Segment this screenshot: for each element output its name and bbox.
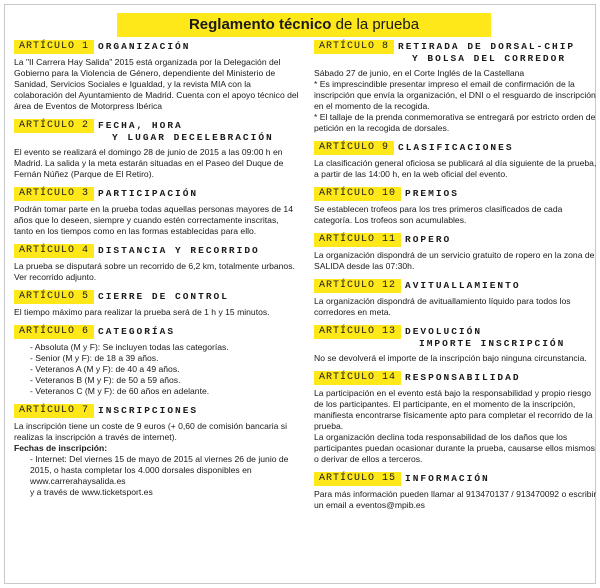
article-title-line: PREMIOS xyxy=(405,188,459,199)
article-paragraph: La prueba se disputará sobre un recorrido de 6,2 km, totalmente urbanos. Ver recorrido adjunto. xyxy=(14,261,295,282)
article-title xyxy=(394,141,514,154)
article-title xyxy=(94,40,190,53)
article-title-line: INSCRIPCIONES xyxy=(98,405,199,416)
article-title-line: DISTANCIA Y RECORRIDO xyxy=(98,245,260,256)
article-paragraph: La participación en el evento está bajo la responsabilidad y propio riesgo de los participantes. El participante, en el momento de la inscripción, manifiesta encontrarse físicamente apto para completar el recorrido de la prueba. xyxy=(314,388,593,431)
right-column xyxy=(314,40,600,518)
article-title xyxy=(394,40,575,65)
article-paragraph: Se establecen trofeos para los tres primeros clasificados de cada categoría. Los trofeos son acumulables. xyxy=(314,204,563,225)
article-number-tag: ARTÍCULO 2 xyxy=(14,119,94,133)
article-section xyxy=(314,233,600,272)
article-heading xyxy=(14,40,300,54)
article-number-tag: ARTÍCULO 4 xyxy=(14,244,94,258)
article-number-tag: ARTÍCULO 5 xyxy=(14,290,94,304)
article-heading xyxy=(14,325,300,339)
article-number-tag: ARTÍCULO 6 xyxy=(14,325,94,339)
article-number-tag: ARTÍCULO 13 xyxy=(314,325,401,339)
article-list-item: y a través de www.ticketsport.es xyxy=(30,487,153,497)
article-body xyxy=(314,250,600,272)
article-heading xyxy=(314,325,600,350)
article-paragraph: La organización dispondrá de un servicio gratuito de ropero en la zona de SALIDA desde las 07:30h. xyxy=(314,250,595,271)
article-number-tag: ARTÍCULO 7 xyxy=(14,404,94,418)
article-body xyxy=(314,296,600,318)
article-title-line: ORGANIZACIÓN xyxy=(98,41,191,52)
article-section xyxy=(14,290,300,318)
article-list-item: - Veteranos A (M y F): de 40 a 49 años. xyxy=(30,364,180,374)
article-body xyxy=(314,68,600,134)
article-paragraph: * Es imprescindible presentar impreso el email de confirmación de la inscripción que envía la organización, el DNI o el resguardo de inscripción en el momento de la recogida. xyxy=(314,79,596,111)
article-heading xyxy=(14,290,300,304)
article-paragraph: La organización dispondrá de avituallamiento líquido para todos los corredores en meta. xyxy=(314,296,571,317)
article-title xyxy=(94,119,274,144)
article-list-item: - Senior (M y F): de 18 a 39 años. xyxy=(30,353,159,363)
article-title-line-2: Y BOLSA DEL CORREDOR xyxy=(412,53,567,64)
article-title-line: AVITUALLAMIENTO xyxy=(405,280,521,291)
article-section xyxy=(14,244,300,283)
article-title xyxy=(401,279,521,292)
article-paragraph: Podrán tomar parte en la prueba todas aquellas personas mayores de 14 años que lo deseen, siempre y cuando estén correctamente inscritas, tanto en los tiempos como en las formas establecidas para ello. xyxy=(14,204,293,236)
article-paragraph: El tiempo máximo para realizar la prueba será de 1 h y 15 minutos. xyxy=(14,307,270,317)
article-heading xyxy=(14,119,300,144)
article-heading xyxy=(314,40,600,65)
article-body xyxy=(314,388,600,465)
article-paragraph: Sábado 27 de junio, en el Corte Inglés de la Castellana xyxy=(314,68,525,78)
title-rest: de la prueba xyxy=(331,16,420,33)
article-number-tag: ARTÍCULO 3 xyxy=(14,187,94,201)
article-title-line: CIERRE DE CONTROL xyxy=(98,291,229,302)
article-title-line: FECHA, HORA xyxy=(98,120,183,131)
article-number-tag: ARTÍCULO 10 xyxy=(314,187,401,201)
article-title-line: RETIRADA DE DORSAL-CHIP xyxy=(398,41,576,52)
article-number-tag: ARTÍCULO 14 xyxy=(314,371,401,385)
article-paragraph: No se devolverá el importe de la inscripción bajo ninguna circunstancia. xyxy=(314,353,587,363)
article-number-tag: ARTÍCULO 11 xyxy=(314,233,401,247)
article-body xyxy=(14,307,300,318)
article-section xyxy=(314,325,600,364)
article-section xyxy=(14,40,300,112)
article-title-line-2: Y LUGAR DECELEBRACIÓN xyxy=(112,132,274,143)
article-body xyxy=(314,489,600,511)
article-title xyxy=(94,244,260,257)
article-heading xyxy=(314,279,600,293)
article-title xyxy=(401,371,521,384)
article-title-line: CATEGORÍAS xyxy=(98,326,176,337)
article-title-line-2: IMPORTE INSCRIPCIÓN xyxy=(419,338,566,349)
article-list-item: - Veteranos B (M y F): de 50 a 59 años. xyxy=(30,375,181,385)
left-column xyxy=(14,40,300,505)
article-heading xyxy=(14,404,300,418)
article-section xyxy=(14,325,300,397)
article-section xyxy=(314,187,600,226)
article-section xyxy=(14,404,300,498)
article-heading xyxy=(314,472,600,486)
article-number-tag: ARTÍCULO 9 xyxy=(314,141,394,155)
article-body xyxy=(14,204,300,237)
article-title-line: ROPERO xyxy=(405,234,452,245)
article-section xyxy=(314,40,600,134)
article-section xyxy=(14,119,300,180)
article-title xyxy=(401,325,565,350)
article-title-line: CLASIFICACIONES xyxy=(398,142,514,153)
title-bold: Reglamento técnico xyxy=(188,16,332,33)
article-heading xyxy=(14,187,300,201)
article-title xyxy=(401,233,451,246)
article-section xyxy=(314,472,600,511)
article-section xyxy=(314,279,600,318)
article-title xyxy=(401,187,459,200)
article-subheading: Fechas de inscripción: xyxy=(14,443,108,453)
article-title-line: PARTICIPACIÓN xyxy=(98,188,199,199)
article-title-line: DEVOLUCIÓN xyxy=(405,326,483,337)
article-list-item: - Absoluta (M y F): Se incluyen todas las categorías. xyxy=(30,342,229,352)
article-heading xyxy=(14,244,300,258)
article-paragraph: La inscripción tiene un coste de 9 euros (+ 0,60 de comisión bancaria si realizas la inscripción a través de internet). xyxy=(14,421,288,442)
article-paragraph: Para más información pueden llamar al 913470137 / 913470092 o escribir un email a eventos@mpib.es xyxy=(314,489,597,510)
article-title xyxy=(94,325,175,338)
article-number-tag: ARTÍCULO 15 xyxy=(314,472,401,486)
article-body xyxy=(14,342,300,397)
page-title xyxy=(117,13,491,37)
article-title-line: RESPONSABILIDAD xyxy=(405,372,521,383)
article-paragraph: * El tallaje de la prenda conmemorativa se entregará por estricto orden de petición en la recogida de dorsales. xyxy=(314,112,596,133)
article-paragraph: La "II Carrera Hay Salida" 2015 está organizada por la Delegación del Gobierno para la Violencia de Género, dependiente del Ministerio de Sanidad, Servicios Sociales e Igualdad, y la revista MIA con la colaboración del Ayuntamiento de Madrid. Cuenta con el apoyo técnico del área de Eventos de Motorpress Ibérica xyxy=(14,57,299,111)
article-paragraph: El evento se realizará el domingo 28 de junio de 2015 a las 09:00 h en Madrid. La salida y la meta estarán situadas en el Paseo del Duque de Fernán Núñez (Parque de El Retiro). xyxy=(14,147,284,179)
article-list-item: - Veteranos C (M y F): de 60 años en adelante. xyxy=(30,386,210,396)
article-number-tag: ARTÍCULO 1 xyxy=(14,40,94,54)
article-title xyxy=(94,290,229,303)
article-section xyxy=(314,141,600,180)
article-heading xyxy=(314,187,600,201)
article-body xyxy=(314,204,600,226)
article-title-line: INFORMACIÓN xyxy=(405,473,490,484)
article-section xyxy=(314,371,600,465)
article-paragraph: La organización declina toda responsabilidad de los daños que los participantes puedan ocasionar durante la prueba, causarse ellos mismos o derivar de ellos a terceros. xyxy=(314,432,595,464)
article-heading xyxy=(314,141,600,155)
article-title xyxy=(94,187,198,200)
article-section xyxy=(14,187,300,237)
article-title xyxy=(401,472,490,485)
article-title xyxy=(94,404,198,417)
article-number-tag: ARTÍCULO 8 xyxy=(314,40,394,54)
article-body xyxy=(314,353,600,364)
article-heading xyxy=(314,371,600,385)
article-body xyxy=(14,261,300,283)
article-number-tag: ARTÍCULO 12 xyxy=(314,279,401,293)
article-body xyxy=(314,158,600,180)
article-heading xyxy=(314,233,600,247)
article-paragraph: La clasificación general oficiosa se publicará al día siguiente de la prueba, a partir de las 14:00 h, en la web oficial del evento. xyxy=(314,158,597,179)
article-body xyxy=(14,421,300,498)
article-body xyxy=(14,57,300,112)
article-body xyxy=(14,147,300,180)
article-list-item: - Internet: Del viernes 15 de mayo de 2015 al viernes 26 de junio de 2015, o hasta completar los 4.000 dorsales disponibles en www.carrerahaysalida.es xyxy=(30,454,289,486)
